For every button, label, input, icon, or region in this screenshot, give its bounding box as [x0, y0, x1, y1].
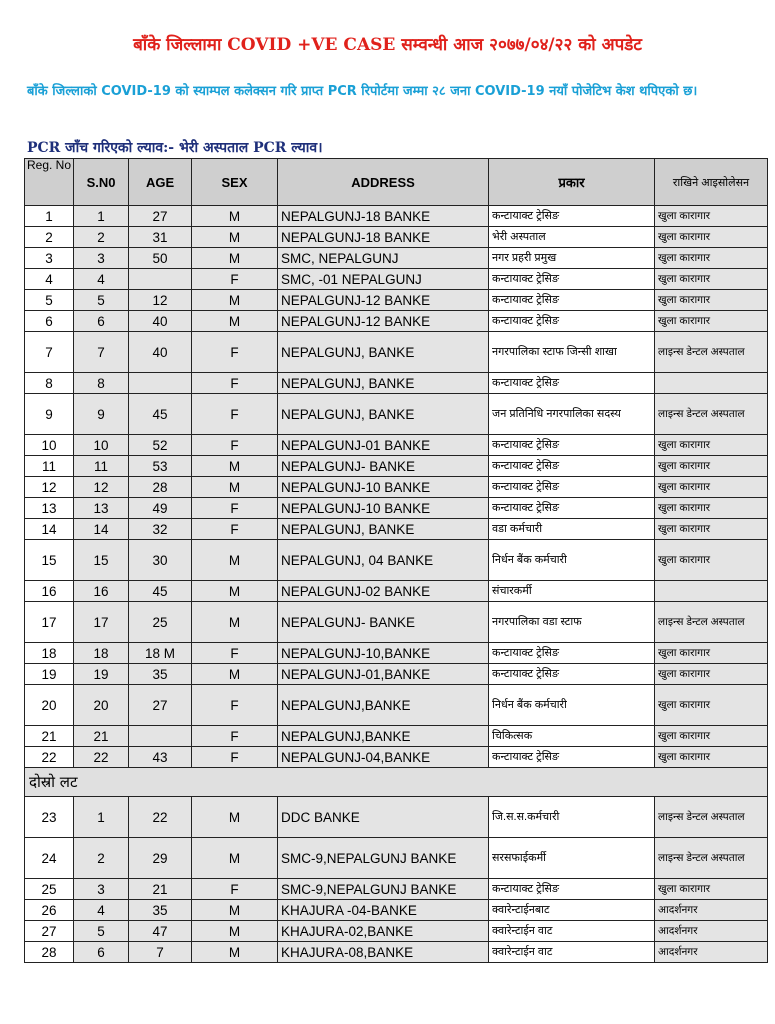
table-header-row [25, 159, 768, 206]
cell-type: चिकित्सक [489, 726, 655, 747]
cell-type: कन्टायाक्ट ट्रेसिङ [489, 456, 655, 477]
cell-reg-no: 25 [25, 879, 74, 900]
header-sex: SEX [192, 159, 278, 206]
cell-age: 52 [129, 435, 192, 456]
cell-sno: 15 [74, 540, 129, 581]
cell-isolation: खुला कारागार [655, 540, 768, 581]
cell-age: 40 [129, 332, 192, 373]
cell-reg-no: 4 [25, 269, 74, 290]
section-label: दोस्रो लट [25, 768, 768, 797]
cell-sex: F [192, 332, 278, 373]
cell-sex: M [192, 456, 278, 477]
table-row [25, 540, 768, 581]
cell-type: वडा कर्मचारी [489, 519, 655, 540]
cell-reg-no: 17 [25, 602, 74, 643]
cell-type: क्वारेन्टाईन वाट [489, 942, 655, 963]
cell-age: 50 [129, 248, 192, 269]
cell-age: 25 [129, 602, 192, 643]
table-row [25, 206, 768, 227]
table-row [25, 664, 768, 685]
cell-sex: M [192, 540, 278, 581]
cell-reg-no: 22 [25, 747, 74, 768]
cell-sno: 4 [74, 269, 129, 290]
table-row [25, 456, 768, 477]
cell-reg-no: 23 [25, 797, 74, 838]
cell-sno: 3 [74, 879, 129, 900]
cell-sno: 21 [74, 726, 129, 747]
cell-reg-no: 27 [25, 921, 74, 942]
cell-reg-no: 5 [25, 290, 74, 311]
cell-age: 22 [129, 797, 192, 838]
cell-isolation: खुला कारागार [655, 311, 768, 332]
cell-sno: 8 [74, 373, 129, 394]
cell-address: NEPALGUNJ-12 BANKE [278, 311, 489, 332]
cell-age: 27 [129, 685, 192, 726]
cell-age: 53 [129, 456, 192, 477]
cell-reg-no: 14 [25, 519, 74, 540]
cell-reg-no: 21 [25, 726, 74, 747]
cell-type: कन्टायाक्ट ट्रेसिङ [489, 498, 655, 519]
cell-type: नगरपालिका स्टाफ जिन्सी शाखा [489, 332, 655, 373]
cell-reg-no: 7 [25, 332, 74, 373]
cell-age: 40 [129, 311, 192, 332]
cell-type: जि.स.स.कर्मचारी [489, 797, 655, 838]
cell-sex: F [192, 435, 278, 456]
cell-age: 12 [129, 290, 192, 311]
cell-sex: M [192, 248, 278, 269]
cell-type: कन्टायाक्ट ट्रेसिङ [489, 435, 655, 456]
cell-address: DDC BANKE [278, 797, 489, 838]
cell-age: 18 M [129, 643, 192, 664]
cell-sex: M [192, 921, 278, 942]
cell-age: 28 [129, 477, 192, 498]
cell-age: 27 [129, 206, 192, 227]
cell-sno: 6 [74, 311, 129, 332]
table-row [25, 477, 768, 498]
cell-isolation: आदर्शनगर [655, 942, 768, 963]
cell-reg-no: 13 [25, 498, 74, 519]
cell-type: कन्टायाक्ट ट्रेसिङ [489, 879, 655, 900]
table-row [25, 726, 768, 747]
cell-isolation: खुला कारागार [655, 664, 768, 685]
cell-age: 35 [129, 900, 192, 921]
cell-reg-no: 8 [25, 373, 74, 394]
cell-sex: M [192, 942, 278, 963]
cell-address: NEPALGUNJ-02 BANKE [278, 581, 489, 602]
cell-sno: 16 [74, 581, 129, 602]
table-row [25, 227, 768, 248]
page-title: बाँके जिल्लामा COVID +VE CASE सम्वन्धी आज २०७७/०४/२२ को अपडेट [133, 35, 642, 55]
cell-sex: F [192, 685, 278, 726]
cell-sno: 13 [74, 498, 129, 519]
cell-sex: F [192, 394, 278, 435]
cell-isolation: खुला कारागार [655, 519, 768, 540]
cell-address: NEPALGUNJ, BANKE [278, 373, 489, 394]
cell-age: 45 [129, 581, 192, 602]
table-row [25, 311, 768, 332]
cell-sex: F [192, 519, 278, 540]
cell-age: 29 [129, 838, 192, 879]
cell-address: NEPALGUNJ-18 BANKE [278, 227, 489, 248]
cell-sex: F [192, 643, 278, 664]
cell-address: NEPALGUNJ,BANKE [278, 726, 489, 747]
cases-table [24, 158, 768, 963]
cell-reg-no: 26 [25, 900, 74, 921]
table-row [25, 332, 768, 373]
cell-isolation: खुला कारागार [655, 726, 768, 747]
header-isolation: राखिने आइसोलेसन [655, 159, 768, 206]
cell-address: NEPALGUNJ-01,BANKE [278, 664, 489, 685]
cell-type: कन्टायाक्ट ट्रेसिङ [489, 643, 655, 664]
cell-address: NEPALGUNJ-04,BANKE [278, 747, 489, 768]
cell-isolation: लाइन्स डेन्टल अस्पताल [655, 394, 768, 435]
cell-sno: 1 [74, 206, 129, 227]
cell-isolation: खुला कारागार [655, 879, 768, 900]
cell-reg-no: 10 [25, 435, 74, 456]
cell-sex: F [192, 726, 278, 747]
cell-address: NEPALGUNJ-10 BANKE [278, 498, 489, 519]
cell-sno: 10 [74, 435, 129, 456]
cell-address: NEPALGUNJ, 04 BANKE [278, 540, 489, 581]
cell-sno: 5 [74, 290, 129, 311]
cell-isolation: खुला कारागार [655, 747, 768, 768]
cell-reg-no: 3 [25, 248, 74, 269]
table-row [25, 498, 768, 519]
cell-sno: 1 [74, 797, 129, 838]
cell-isolation: खुला कारागार [655, 456, 768, 477]
header-sno: S.N0 [74, 159, 129, 206]
table-row [25, 581, 768, 602]
cell-address: KHAJURA-02,BANKE [278, 921, 489, 942]
cell-isolation: आदर्शनगर [655, 900, 768, 921]
cell-address: NEPALGUNJ,BANKE [278, 685, 489, 726]
cell-reg-no: 28 [25, 942, 74, 963]
section-row [25, 768, 768, 797]
cell-reg-no: 20 [25, 685, 74, 726]
cell-sno: 14 [74, 519, 129, 540]
cell-reg-no: 18 [25, 643, 74, 664]
table-body [25, 206, 768, 963]
cell-isolation: लाइन्स डेन्टल अस्पताल [655, 602, 768, 643]
cell-sno: 11 [74, 456, 129, 477]
cell-type: निर्धन बैंक कर्मचारी [489, 685, 655, 726]
cell-address: SMC-9,NEPALGUNJ BANKE [278, 879, 489, 900]
cell-address: NEPALGUNJ, BANKE [278, 394, 489, 435]
cell-isolation: खुला कारागार [655, 227, 768, 248]
cell-isolation [655, 373, 768, 394]
cell-sex: F [192, 498, 278, 519]
cell-reg-no: 19 [25, 664, 74, 685]
table-row [25, 602, 768, 643]
cell-isolation: खुला कारागार [655, 643, 768, 664]
cell-isolation: खुला कारागार [655, 477, 768, 498]
cell-age: 21 [129, 879, 192, 900]
cell-type: क्वारेन्टाईन वाट [489, 921, 655, 942]
cell-reg-no: 1 [25, 206, 74, 227]
cell-sno: 7 [74, 332, 129, 373]
cell-sno: 5 [74, 921, 129, 942]
cell-reg-no: 12 [25, 477, 74, 498]
cell-address: NEPALGUNJ-18 BANKE [278, 206, 489, 227]
cell-address: NEPALGUNJ, BANKE [278, 332, 489, 373]
cell-type: कन्टायाक्ट ट्रेसिङ [489, 206, 655, 227]
cell-sex: M [192, 602, 278, 643]
cell-sno: 20 [74, 685, 129, 726]
cell-type: कन्टायाक्ट ट्रेसिङ [489, 747, 655, 768]
cell-age: 31 [129, 227, 192, 248]
cell-age [129, 373, 192, 394]
cell-sex: F [192, 879, 278, 900]
cell-isolation [655, 581, 768, 602]
cell-sex: M [192, 900, 278, 921]
cell-age: 43 [129, 747, 192, 768]
cell-age: 35 [129, 664, 192, 685]
cell-isolation: आदर्शनगर [655, 921, 768, 942]
cell-sex: F [192, 747, 278, 768]
table-row [25, 921, 768, 942]
cell-isolation: खुला कारागार [655, 435, 768, 456]
table-row [25, 879, 768, 900]
table-row [25, 942, 768, 963]
cell-sno: 6 [74, 942, 129, 963]
cell-reg-no: 24 [25, 838, 74, 879]
cell-isolation: लाइन्स डेन्टल अस्पताल [655, 332, 768, 373]
cell-sno: 3 [74, 248, 129, 269]
cell-isolation: लाइन्स डेन्टल अस्पताल [655, 797, 768, 838]
cell-type: भेरी अस्पताल [489, 227, 655, 248]
cell-sno: 12 [74, 477, 129, 498]
table-row [25, 643, 768, 664]
cell-sno: 2 [74, 227, 129, 248]
cell-sno: 18 [74, 643, 129, 664]
cell-reg-no: 15 [25, 540, 74, 581]
cell-type: कन्टायाक्ट ट्रेसिङ [489, 290, 655, 311]
cell-sex: M [192, 581, 278, 602]
cell-address: SMC, NEPALGUNJ [278, 248, 489, 269]
table-row [25, 269, 768, 290]
cell-address: NEPALGUNJ-10 BANKE [278, 477, 489, 498]
cell-isolation: खुला कारागार [655, 498, 768, 519]
cell-isolation: खुला कारागार [655, 206, 768, 227]
cell-reg-no: 16 [25, 581, 74, 602]
cell-age: 49 [129, 498, 192, 519]
cell-address: NEPALGUNJ- BANKE [278, 602, 489, 643]
cell-type: कन्टायाक्ट ट्रेसिङ [489, 373, 655, 394]
cell-sno: 9 [74, 394, 129, 435]
cell-isolation: लाइन्स डेन्टल अस्पताल [655, 838, 768, 879]
table-row [25, 435, 768, 456]
cell-age: 47 [129, 921, 192, 942]
cell-sno: 2 [74, 838, 129, 879]
cell-sex: M [192, 227, 278, 248]
cell-age [129, 726, 192, 747]
cell-type: नगरपालिका वडा स्टाफ [489, 602, 655, 643]
table-row [25, 900, 768, 921]
cell-type: कन्टायाक्ट ट्रेसिङ [489, 269, 655, 290]
header-type: प्रकार [489, 159, 655, 206]
table-row [25, 373, 768, 394]
cell-isolation: खुला कारागार [655, 685, 768, 726]
cell-type: कन्टायाक्ट ट्रेसिङ [489, 477, 655, 498]
header-address: ADDRESS [278, 159, 489, 206]
header-age: AGE [129, 159, 192, 206]
cell-isolation: खुला कारागार [655, 290, 768, 311]
cell-address: KHAJURA-08,BANKE [278, 942, 489, 963]
cell-address: NEPALGUNJ-10,BANKE [278, 643, 489, 664]
cell-address: NEPALGUNJ-01 BANKE [278, 435, 489, 456]
cell-age: 32 [129, 519, 192, 540]
cell-sno: 22 [74, 747, 129, 768]
cell-sex: F [192, 269, 278, 290]
cell-type: कन्टायाक्ट ट्रेसिङ [489, 311, 655, 332]
table-row [25, 685, 768, 726]
table-row [25, 797, 768, 838]
cell-sex: M [192, 797, 278, 838]
cell-sno: 17 [74, 602, 129, 643]
cell-age [129, 269, 192, 290]
cell-age: 45 [129, 394, 192, 435]
cell-sex: M [192, 290, 278, 311]
cell-type: जन प्रतिनिधि नगरपालिका सदस्य [489, 394, 655, 435]
cell-address: SMC-9,NEPALGUNJ BANKE [278, 838, 489, 879]
cell-sno: 4 [74, 900, 129, 921]
cell-type: संचारकर्मी [489, 581, 655, 602]
cell-type: सरसफाईकर्मी [489, 838, 655, 879]
cell-type: कन्टायाक्ट ट्रेसिङ [489, 664, 655, 685]
intro-text: बाँके जिल्लाको COVID-19 को स्याम्पल कलेक्सन गरि प्राप्त PCR रिपोर्टमा जम्मा २८ जना COVID-19 नयाँ पोजेटिभ केश थपिएको छ। [27, 84, 698, 99]
table-row [25, 747, 768, 768]
cell-address: KHAJURA -04-BANKE [278, 900, 489, 921]
cell-type: नगर प्रहरी प्रमुख [489, 248, 655, 269]
table-row [25, 838, 768, 879]
cell-sex: M [192, 206, 278, 227]
table-row [25, 290, 768, 311]
cell-reg-no: 9 [25, 394, 74, 435]
cell-address: NEPALGUNJ, BANKE [278, 519, 489, 540]
cell-type: निर्धन बैंक कर्मचारी [489, 540, 655, 581]
cell-sex: M [192, 311, 278, 332]
cell-address: NEPALGUNJ- BANKE [278, 456, 489, 477]
cell-sno: 19 [74, 664, 129, 685]
cell-reg-no: 6 [25, 311, 74, 332]
cell-sex: F [192, 373, 278, 394]
cell-address: SMC, -01 NEPALGUNJ [278, 269, 489, 290]
cell-age: 30 [129, 540, 192, 581]
table-row [25, 248, 768, 269]
cell-age: 7 [129, 942, 192, 963]
lab-info: PCR जाँच गरिएको ल्याव:- भेरी अस्पताल PCR ल्याव। [27, 140, 323, 156]
header-reg-no: Reg. No [25, 159, 74, 206]
table-row [25, 394, 768, 435]
table-row [25, 519, 768, 540]
cell-isolation: खुला कारागार [655, 269, 768, 290]
cell-type: क्वारेन्टाईनबाट [489, 900, 655, 921]
cell-reg-no: 2 [25, 227, 74, 248]
cell-sex: M [192, 477, 278, 498]
cell-sex: M [192, 664, 278, 685]
cell-isolation: खुला कारागार [655, 248, 768, 269]
cell-address: NEPALGUNJ-12 BANKE [278, 290, 489, 311]
cell-sex: M [192, 838, 278, 879]
cell-reg-no: 11 [25, 456, 74, 477]
